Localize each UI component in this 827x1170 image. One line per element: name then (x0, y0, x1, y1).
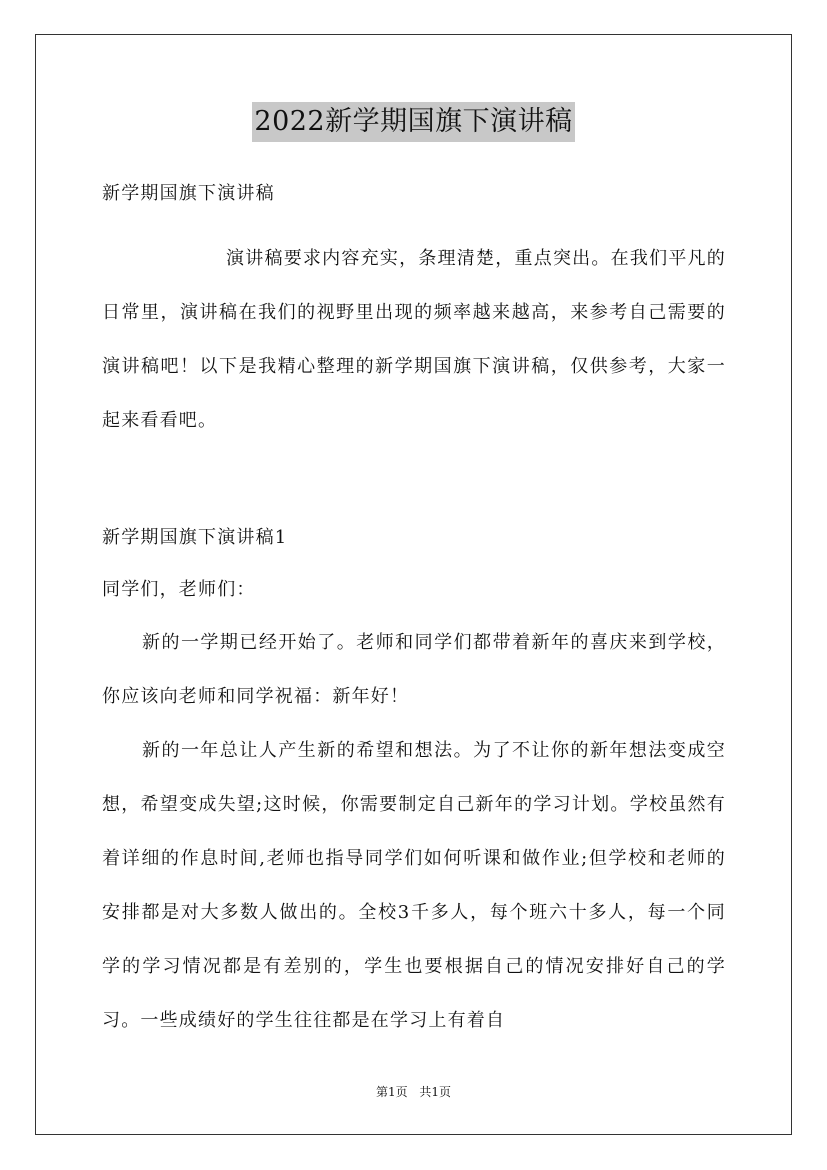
document-subtitle: 新学期国旗下演讲稿 (102, 183, 275, 204)
salutation: 同学们，老师们： (102, 579, 256, 600)
body-paragraph-2: 新的一年总让人产生新的希望和想法。为了不让你的新年想法变成空想，希望变成失望;这时候，你需要制定自己新年的学习计划。学校虽然有着详细的作息时间,老师也指导同学们如何听课和做作业;但学校和老师的安排都是对大多数人做出的。全校3千多人，每个班六十多人，每一个同学的学习情况都是有差别的，学生也要根据自己的情况安排好自己的学习。一些成绩好的学生往往都是在学习上有着自 (102, 740, 726, 1031)
page-footer (0, 1083, 827, 1100)
document-body (102, 176, 726, 1048)
body-paragraph-1: 新的一学期已经开始了。老师和同学们都带着新年的喜庆来到学校，你应该向老师和同学祝福：新年好！ (102, 632, 726, 707)
intro-paragraph: 演讲稿要求内容充实，条理清楚，重点突出。在我们平凡的日常里，演讲稿在我们的视野里出现的频率越来越高，来参考自己需要的演讲稿吧！以下是我精心整理的新学期国旗下演讲稿，仅供参考，大家一起来看看吧。 (102, 248, 726, 431)
page-total: 共1页 (419, 1085, 452, 1099)
document-title: 2022新学期国旗下演讲稿 (252, 102, 574, 142)
section-heading: 新学期国旗下演讲稿1 (102, 527, 288, 548)
page-number: 第1页 (375, 1085, 408, 1099)
title-container (0, 102, 827, 142)
